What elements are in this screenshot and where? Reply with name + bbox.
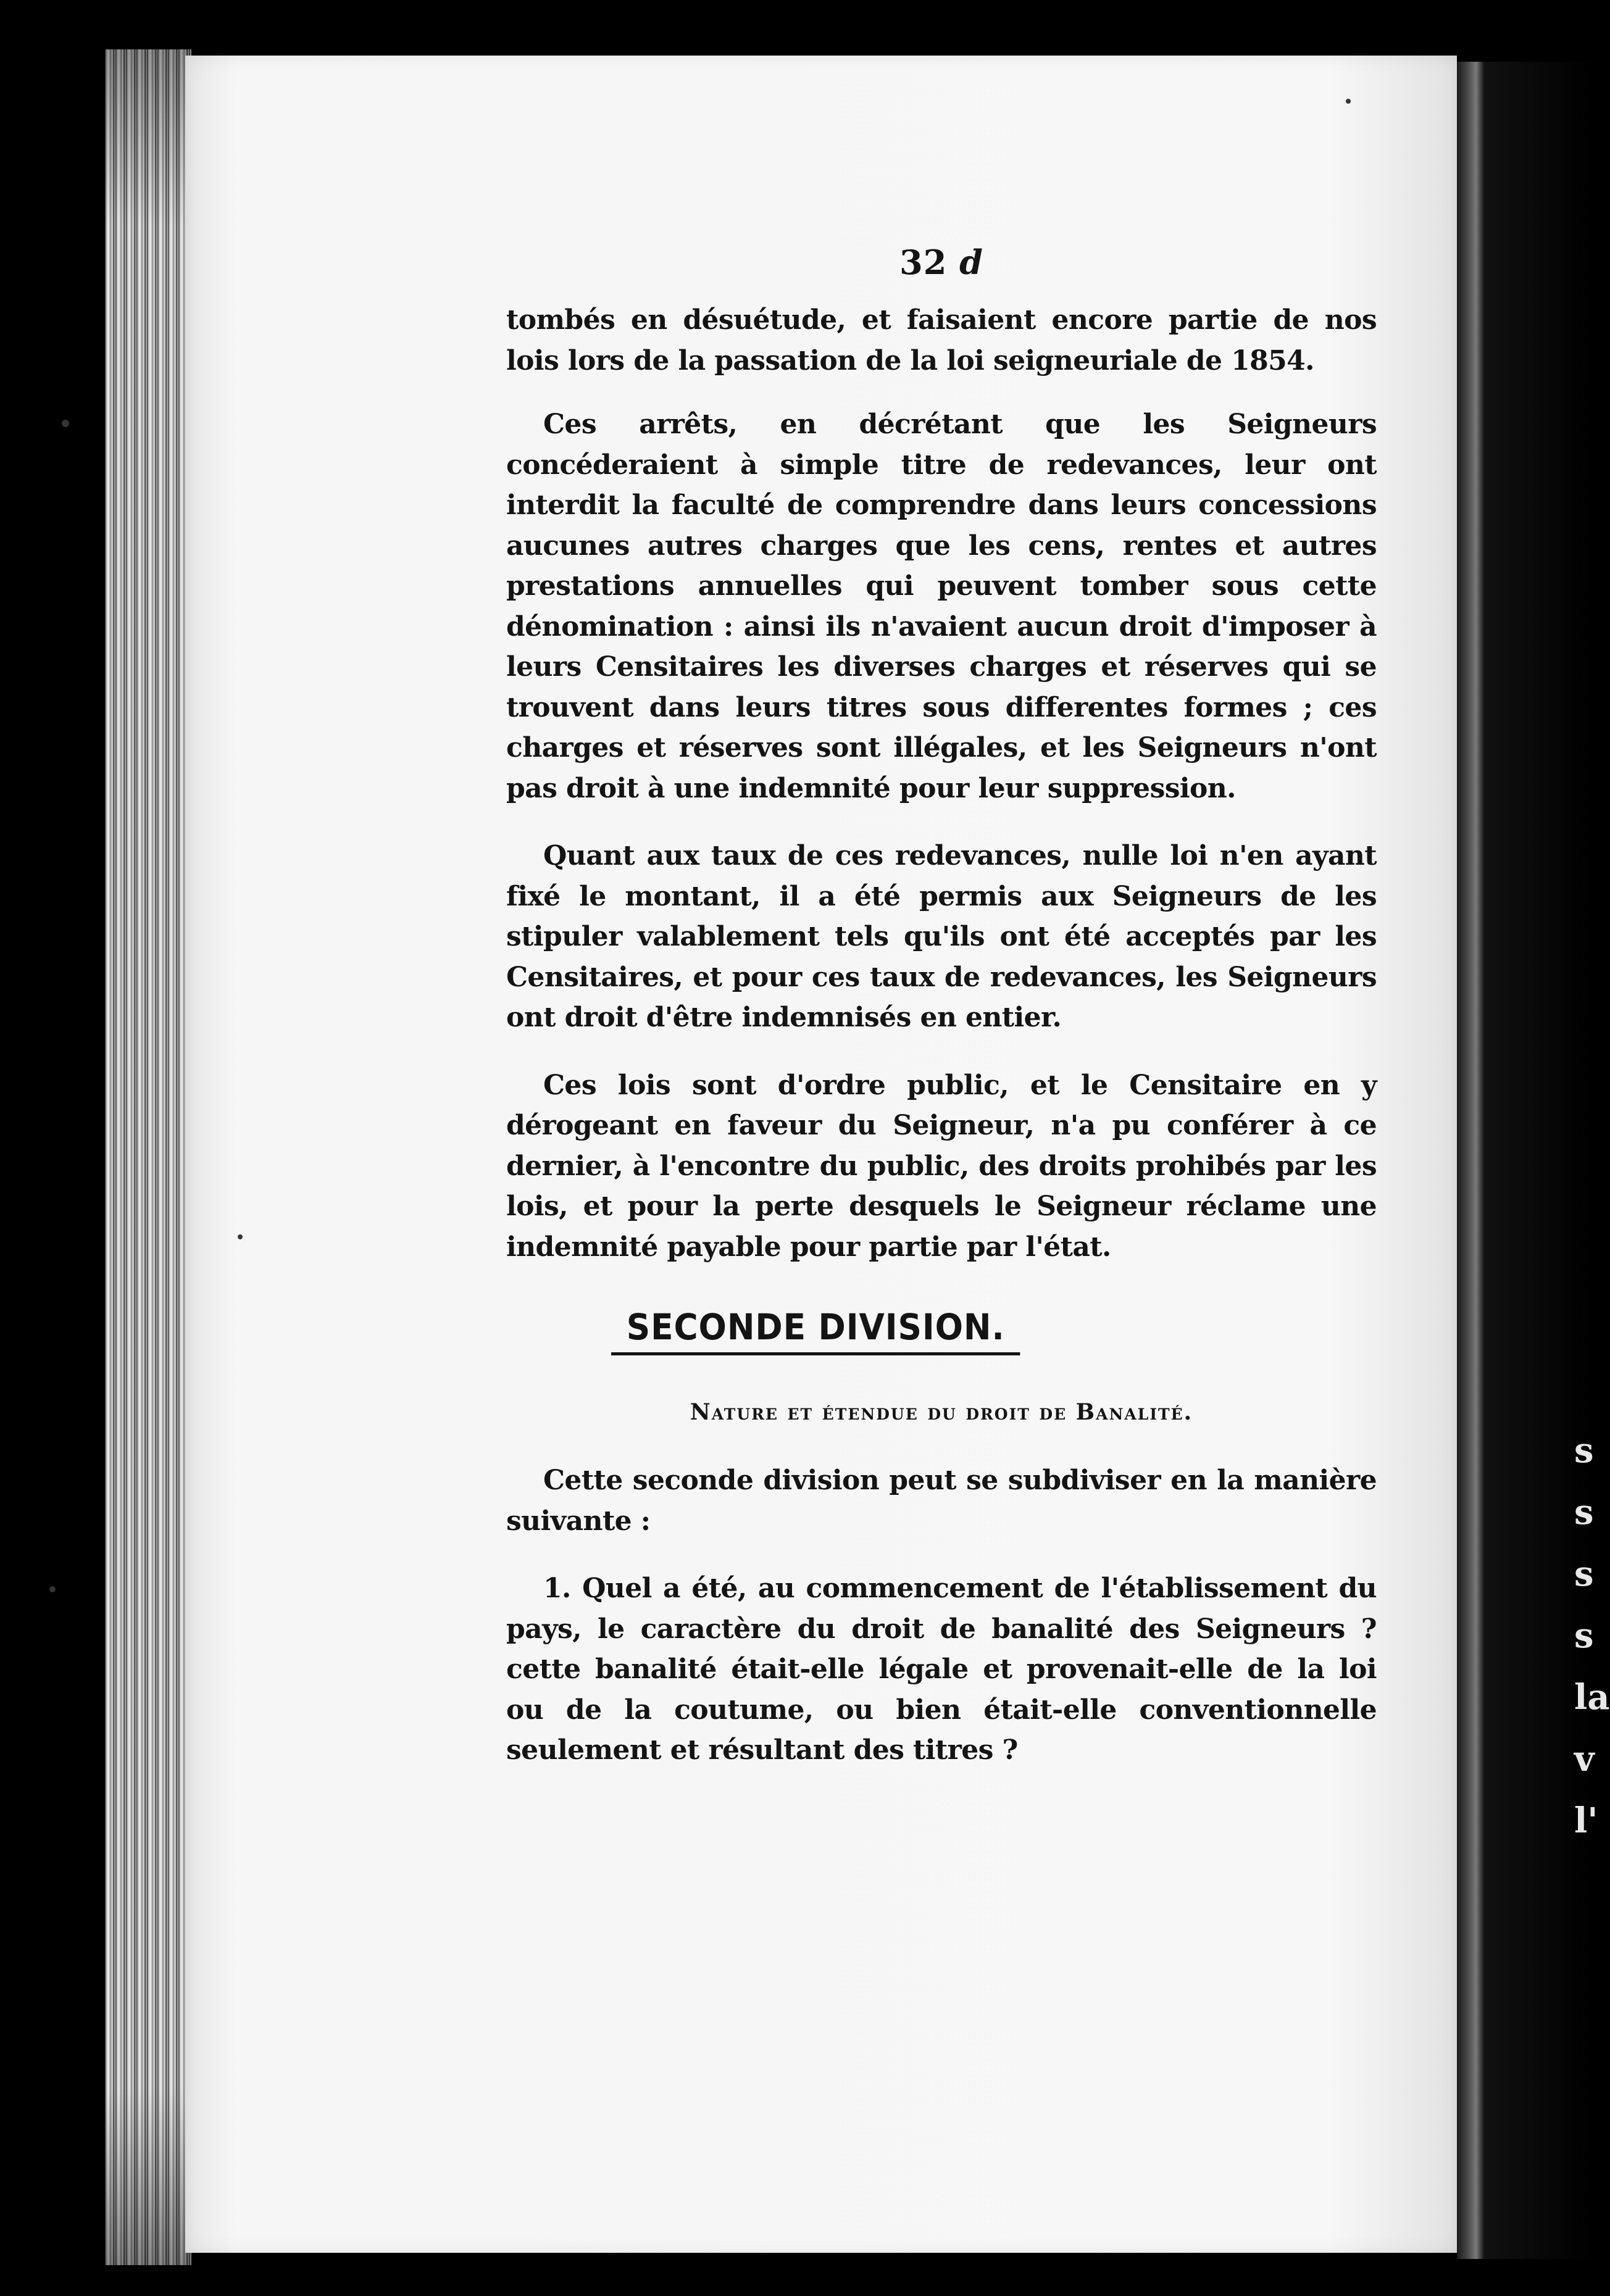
book-gutter: [1457, 62, 1594, 2259]
dust-speck: [49, 1586, 56, 1592]
numbered-question: 1. Quel a été, au commencement de l'établissement du pays, le caractère du droit de banalité des Seigneurs ? cette banalité était-elle légale et provenait-elle de la loi ou de la coutume, ou bien était-elle conventionnelle seulement et résultant des titres ?: [506, 1573, 1377, 1766]
paragraph: Ces arrêts, en décrétant que les Seigneurs concéderaient à simple titre de redevances, leur ont interdit la faculté de comprendre dans leurs concessions aucunes autres charges que les cens, rentes et autres prestations annuelles qui peuvent tomber sous cette dénomination : ainsi ils n'avaient aucun droit d'imposer à leurs Censitaires les diverses charges et réserves qui se trouvent dans leurs titres sous differentes formes ; ces charges et réserves sont illégales, et les Seigneurs n'ont pas droit à une indemnité pour leur suppression.: [506, 409, 1377, 804]
page-number-value: 32: [899, 243, 948, 282]
neighbor-fragment: v: [1574, 1739, 1595, 1779]
page-number: [506, 241, 1377, 284]
page-text-block: [506, 241, 1377, 1771]
paragraph: Cette seconde division peut se subdiviser en la manière suivante :: [506, 1465, 1377, 1537]
paragraph: Ces lois sont d'ordre public, et le Censitaire en y dérogeant en faveur du Seigneur, n'a pu conférer à ce dernier, à l'encontre du public, des droits prohibés par les lois, et pour la perte desquels le Seigneur réclame une indemnité payable pour partie par l'état.: [506, 1069, 1377, 1263]
paragraph-continuation: tombés en désuétude, et faisaient encore partie de nos lois lors de la passation de la loi seigneuriale de 1854.: [506, 304, 1377, 376]
dust-speck: [238, 1234, 243, 1239]
paragraph: Quant aux taux de ces redevances, nulle loi n'en ayant fixé le montant, il a été permis aux Seigneurs de les stipuler valablement tels qu'ils ont été acceptés par les Censitaires, et pour ces taux de redevances, les Seigneurs ont droit d'être indemnisés en entier.: [506, 840, 1377, 1033]
book-page-edges: [105, 49, 191, 2265]
neighbor-fragment: s: [1574, 1492, 1594, 1533]
division-subtitle: Nature et étendue du droit de Banalité.: [690, 1399, 1193, 1425]
neighbor-page-fragments: [1574, 1420, 1610, 1852]
dust-speck: [1346, 99, 1351, 104]
neighbor-fragment: l': [1574, 1800, 1598, 1841]
neighbor-fragment: la: [1574, 1677, 1610, 1718]
page-number-suffix: d: [959, 243, 983, 282]
neighbor-fragment: s: [1574, 1430, 1594, 1471]
division-title: SECONDE DIVISION.: [611, 1305, 1020, 1355]
neighbor-fragment: s: [1574, 1615, 1594, 1656]
neighbor-fragment: s: [1574, 1554, 1594, 1594]
dust-speck: [62, 420, 69, 427]
